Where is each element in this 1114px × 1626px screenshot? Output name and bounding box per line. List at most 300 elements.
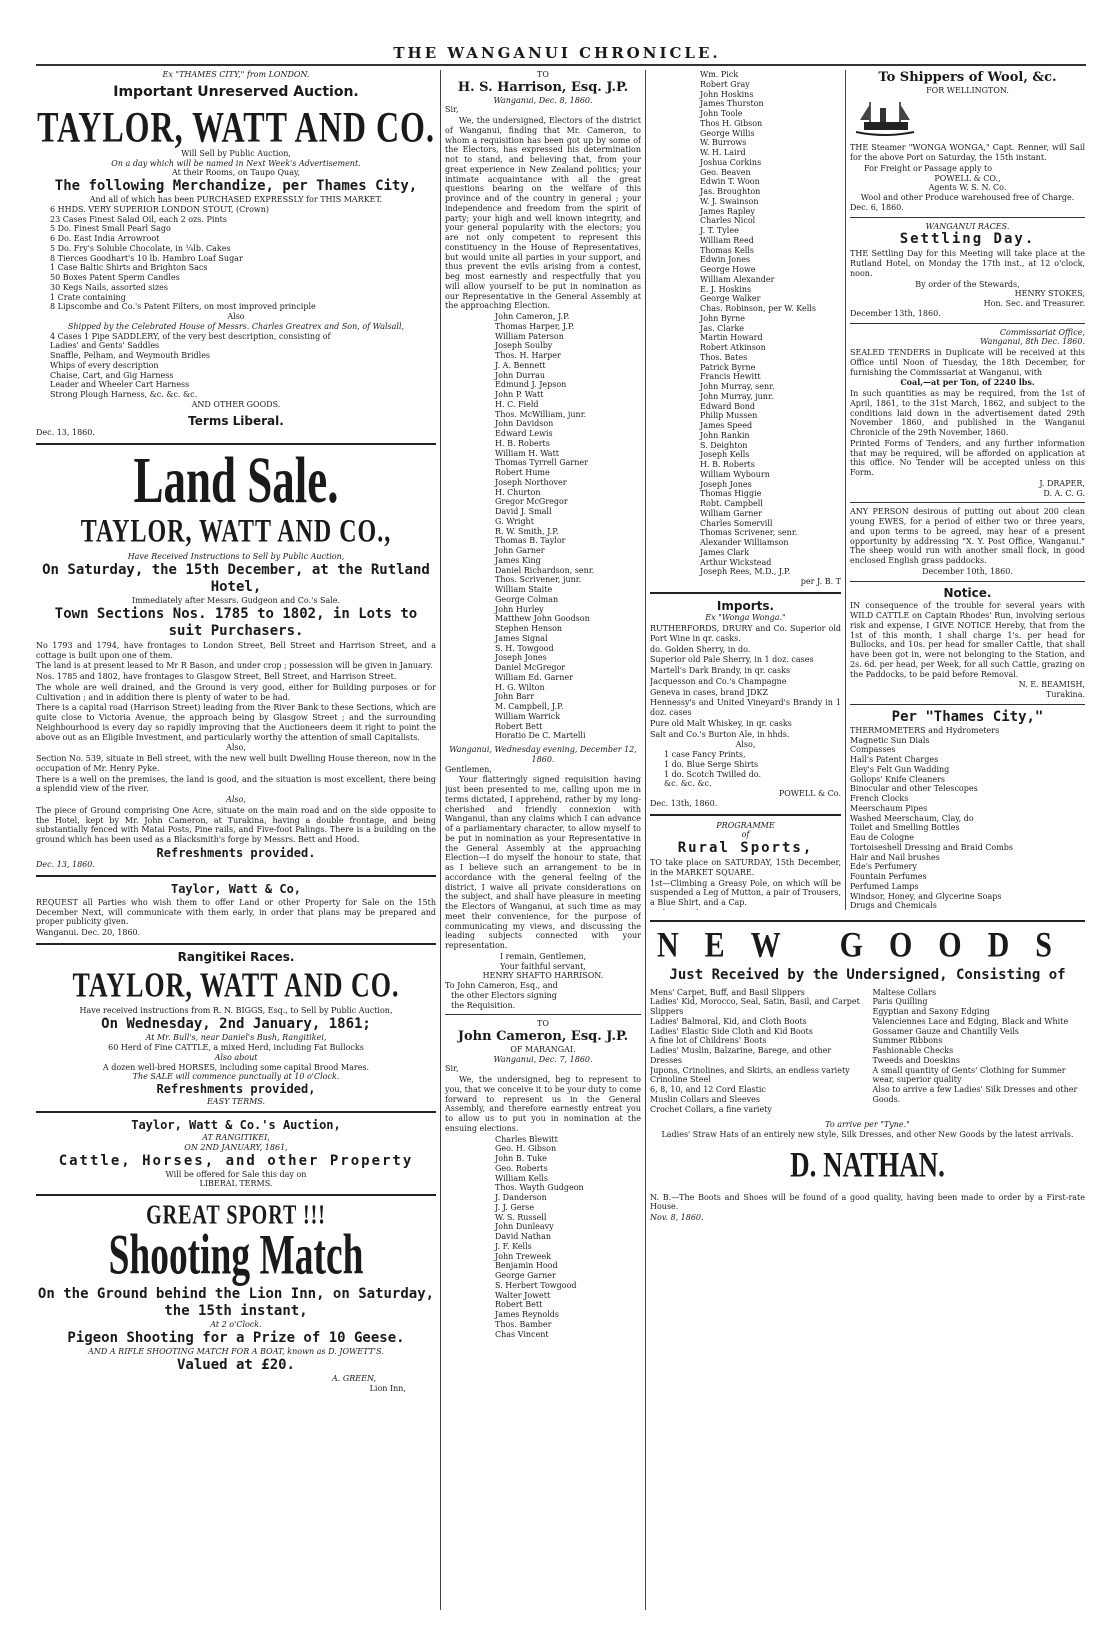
paragraph: SEALED TENDERS in Duplicate will be received at this Office until Noon of Tuesday, the 18th December, for furnishing the Commissariat at Wanganui, with	[850, 348, 1085, 377]
list-item: Jupons, Crinolines, and Skirts, an endless variety	[650, 1065, 850, 1075]
signatory-name: Jas. Clarke	[700, 323, 745, 333]
signatory-name: Charles Nicol	[700, 216, 756, 226]
signatory-name: George Walker	[700, 294, 761, 304]
shippers-ad	[850, 70, 1085, 213]
signatory-name: H. B. Roberts	[700, 460, 755, 469]
ad-heading: On the Ground behind the Lion Inn, on Saturday, the 15th instant,	[37, 1286, 435, 1320]
signature: POWELL & Co.	[778, 789, 841, 799]
paragraph: Section No. 539, situate in Bell street, with the new well built Dwelling House thereon, now in the occupation of Mr. Henry Pyke.	[36, 754, 436, 773]
list-item: Toilet and Smelling Bottles	[850, 823, 960, 833]
ad-title: Rangitikei Races.	[177, 949, 295, 964]
signatory-name: J. A. Bennett	[495, 360, 546, 370]
ad-heading: Pigeon Shooting for a Prize of 10 Geese.	[67, 1330, 405, 1347]
notice-ad	[850, 586, 1085, 700]
ad-line: TO	[537, 70, 549, 79]
goods-list	[650, 988, 863, 1115]
signatory-name: Joseph Northover	[495, 477, 567, 487]
ad-line: TO	[537, 1019, 549, 1029]
ad-heading: Cattle, Horses, and other Property	[58, 1152, 414, 1169]
list-item: Maltese Collars	[872, 987, 937, 997]
list-item: Strong Plough Harness, &c. &c. &c.	[50, 390, 198, 400]
signatory-name: Jas. Broughton	[700, 187, 761, 196]
signatory-name: James Clark	[700, 547, 750, 557]
signatories-list	[445, 1135, 641, 1340]
signatory-name: Joseph Jones	[700, 479, 752, 489]
paragraph: We, the undersigned, Electors of the district of Wanganui, finding that Mr. Cameron, to whom a requisition has been got up by some of the Electors, has expressed his determination not to stand, and believing that, from your great experience in New Zealand politics; your intimate acquaintance with all the great questions bearing on the welfare of this province and of the country in general ; your independence and freedom from the spirit of party; your high and well known integrity, and your general popularity with the electors; you are not only competent to represent this constituency in the House of Representatives, but would unite all parties in your support, and thus prevent the evils arising from a contest, beg most earnestly and respectfully that you will allow yourself to be put in nomination as our Representative in the General Assembly at the approaching Election.	[445, 116, 641, 311]
list-item: Ladies' Elastic Side Cloth and Kid Boots	[650, 1026, 813, 1036]
signatory-name: Robt. Campbell	[700, 499, 763, 508]
signature: J. DRAPER,	[1039, 478, 1085, 488]
list-item: Fountain Perfumes	[850, 872, 927, 882]
signatory-name: Charles Blewitt	[495, 1134, 558, 1144]
ad-line: D. A. C. G.	[1043, 488, 1085, 498]
list-item: Chaise, Cart, and Gig Harness	[50, 370, 174, 380]
signatory-name: John Rankin	[700, 430, 750, 440]
paragraph: Printed Forms of Tenders, and any further information that may be required, will be afforded on application at this office. No Tender will be accepted unless on this Form.	[850, 438, 1085, 478]
signatory-name: John Murray, junr.	[700, 391, 774, 401]
list-item: Superior old Pale Sherry, in 1 doz. cases	[650, 655, 814, 665]
signatory-name: J. Danderson	[495, 1193, 547, 1203]
signatory-name: John Toole	[700, 109, 743, 118]
signatory-name: Thos. Bates	[700, 352, 748, 362]
signatory-name: H. B. Roberts	[495, 438, 550, 448]
imports-ad	[650, 599, 841, 809]
ad-date: Dec. 13, 1860.	[36, 428, 95, 438]
list-item: Eley's Felt Gun Wadding	[850, 764, 950, 774]
ad-line: Agents W. S. N. Co.	[928, 183, 1007, 193]
ad-line: per J. B. T	[800, 577, 841, 586]
rural-sports-ad	[650, 821, 841, 910]
list-item: 23 Cases Finest Salad Oil, each 2 ozs. Pints	[50, 214, 227, 224]
ad-line: AND A RIFLE SHOOTING MATCH FOR A BOAT, known as D. JOWETT'S.	[88, 1347, 384, 1357]
signatory-name: H. C. Field	[495, 399, 539, 409]
paragraph: There is a capital road (Harrison Street) leading from the River Bank to these Sections, which are quite close to Victoria Avenue, the approach being by Glasgow Street ; and the surrounding Neighbourhood is every day so rapidly improving that the Auctioneers deem it right to point the above out as an Eligible Investment, and particularly worthy the attention of small Capitalists.	[36, 703, 436, 742]
ewes-ad	[850, 507, 1085, 576]
ad-line: At Mr. Bull's, near Daniel's Bush, Rangitikei,	[145, 1033, 327, 1043]
signatory-name: Geo. Beaven	[700, 167, 751, 177]
ad-line: LIBERAL TERMS.	[199, 1179, 273, 1189]
rangitikei-ad	[36, 950, 436, 1107]
thames-city-ad	[850, 709, 1085, 910]
signatory-name: Edwin T. Woon	[700, 177, 760, 187]
signatories-list	[650, 70, 841, 577]
ad-heading: Coal,—at per Ton, of 2240 lbs.	[900, 377, 1035, 388]
signatory-name: Thos H. Gibson	[700, 118, 763, 128]
ad-line: Your faithful servant,	[500, 961, 586, 971]
salutation: Gentlemen,	[445, 764, 492, 774]
ad-line: EASY TERMS.	[206, 1096, 266, 1106]
column-divider	[845, 70, 846, 910]
list-item: Tweeds and Doeskins	[872, 1055, 960, 1065]
signatory-name: Joseph Soulby	[495, 341, 553, 351]
signatory-name: Joseph Kells	[700, 450, 750, 460]
signatory-name: H. Churton	[495, 487, 541, 497]
signatory-name: J. T. Tylee	[700, 226, 739, 235]
column-4	[850, 70, 1085, 910]
signatory-name: John Davidson	[495, 419, 554, 429]
ad-kicker: WANGANUI RACES.	[925, 221, 1010, 231]
signatory-name: James Rapley	[700, 206, 755, 216]
ad-line: Have received instructions from R. N. BIGGS, Esq., to Sell by Public Auction,	[79, 1006, 393, 1016]
ad-line: Turakina.	[1046, 690, 1085, 700]
column-divider	[645, 70, 646, 1610]
signatory-name: Horatio De C. Martelli	[495, 731, 586, 741]
signatory-name: S. H. Towgood	[495, 643, 554, 653]
list-item: Martell's Dark Brandy, in qr. casks	[650, 666, 791, 676]
list-item: Ladies' Kid, Morocco, Seal, Satin, Basil, and Carpet Slippers	[650, 997, 860, 1017]
ad-line: Also about	[214, 1052, 258, 1062]
paragraph: In such quantities as may be required, from the 1st of April, 1861, to the 31st March, 1862, and subject to the conditions laid down in the advertisement dated 29th November 1860, and published in the Wanganui Chronicle of the 29th November, 1860.	[850, 389, 1085, 438]
signatory-name: Thomas B. Taylor	[495, 536, 566, 546]
signatory-name: Edwin Jones	[700, 255, 751, 265]
signatory-name: Alexander Williamson	[700, 538, 789, 547]
list-item: Hair and Nail brushes	[850, 852, 940, 862]
list-item: A small quantity of Gents' Clothing for Summer wear, superior quality	[872, 1065, 1066, 1085]
ad-title: To Shippers of Wool, &c.	[878, 70, 1057, 85]
signatory-name: George Garner	[495, 1271, 556, 1281]
letter-date: Wanganui, Dec. 7, 1860.	[493, 1054, 593, 1064]
signatory-name: Joshua Corkins	[700, 157, 762, 167]
signatory-name: S. Herbert Towgood	[495, 1280, 577, 1290]
list-item: Compasses	[850, 745, 896, 755]
signatory-name: Thomas Harper, J.P.	[495, 321, 575, 331]
ad-line: FOR WELLINGTON.	[926, 85, 1009, 95]
signatory-name: John Cameron, J.P.	[495, 312, 570, 322]
ad-line: ON 2ND JANUARY, 1861,	[184, 1142, 288, 1152]
ad-line: The SALE will commence punctually at 10 o'Clock.	[132, 1072, 340, 1082]
masthead-rule	[36, 64, 1086, 66]
signatory-name: Thos. Scrivener, junr.	[495, 575, 582, 585]
signatory-name: George Willis	[700, 128, 755, 138]
list-item: Ladies' and Gents' Saddles	[50, 341, 160, 351]
signatory-name: James Speed	[700, 421, 753, 430]
signatory-name: James Reynolds	[495, 1310, 559, 1320]
sale-date-heading: On Saturday, the 15th December, at the Rutland Hotel,	[42, 561, 430, 595]
ad-line: For Freight or Passage apply to	[864, 163, 993, 173]
list-item: 1 Case Baltic Shirts and Brighton Sacs	[50, 263, 208, 273]
merch-list	[36, 205, 436, 312]
ad-line: of	[741, 830, 750, 840]
signatory-name: Charles Somervill	[700, 518, 773, 528]
signatory-name: W. S. Russell	[495, 1212, 547, 1222]
list-item: Ede's Perfumery	[850, 862, 917, 872]
list-item: 1 do. Scotch Twilled do.	[664, 769, 761, 779]
ad-date: Wanganui, 8th Dec. 1860.	[980, 337, 1085, 347]
merchandize-heading: The following Merchandize, per Thames City,	[54, 178, 418, 195]
ad-kicker: Ex "THAMES CITY," from LONDON.	[162, 70, 310, 79]
signatory-name: R. W. Smith, J.P.	[495, 526, 559, 536]
list-item: RUTHERFORDS, DRURY and Co. Superior old Port Wine in qr. casks.	[650, 624, 841, 643]
list-item: 6 HHDS. VERY SUPERIOR LONDON STOUT, (Crown)	[50, 204, 270, 214]
signatory-name: H. G. Wilton	[495, 682, 545, 692]
signatory-name: Stephen Henson	[495, 624, 563, 634]
list-item: Crochet Collars, a fine variety	[650, 1104, 772, 1114]
list-item: Magnetic Sun Dials	[850, 735, 930, 745]
goods-list	[873, 988, 1086, 1115]
auction-ad	[36, 70, 436, 438]
signatory-name: W. Burrows	[700, 138, 747, 148]
signatory-name: M. Campbell, J.P.	[495, 702, 564, 712]
signatory-name: William Kells	[495, 1173, 548, 1183]
land-sale-ad	[36, 443, 436, 870]
ad-line: And all of which has been PURCHASED EXPRESSLY for THIS MARKET.	[89, 195, 383, 205]
signatory-name: John Hoskins	[700, 89, 754, 99]
ad-line: Hon. Sec. and Treasurer.	[983, 299, 1085, 309]
list-item: Drugs and Chemicals	[850, 901, 937, 910]
ad-date: Dec. 13th, 1860.	[650, 798, 718, 808]
signatory-name: William Ed. Garner	[495, 672, 573, 682]
ad-line: On a day which will be named in Next Week's Advertisement.	[111, 158, 361, 168]
goods-list	[850, 726, 1085, 910]
signatory-name: John Barr	[495, 692, 535, 702]
signatory-name: Edward Lewis	[495, 429, 553, 439]
signature: N. E. BEAMISH,	[1018, 680, 1085, 690]
ad-line: Shipped by the Celebrated House of Messrs. Charles Greatrex and Son, of Walsall,	[67, 321, 405, 331]
paragraph: N. B.—The Boots and Shoes will be found of a good quality, having been made to order by a First-rate House.	[650, 1192, 1085, 1212]
refreshments-heading: Refreshments provided,	[156, 1082, 316, 1097]
signatory-name: George Howe	[700, 265, 756, 274]
list-item: THERMOMETERS and Hydrometers	[850, 725, 1000, 735]
list-item: Hennessy's and United Vineyard's Brandy in 1 doz. cases	[650, 698, 841, 718]
list-item: 50 Boxes Patent Sperm Candles	[50, 273, 180, 283]
signatory-name: Thomas Scrivener, senr.	[700, 528, 798, 538]
ad-line: Also,	[226, 743, 246, 753]
signatory-name: Walter Jowett	[495, 1290, 551, 1300]
list-item: Binocular and other Telescopes	[850, 784, 978, 794]
signatory-name: Edward Bond	[700, 401, 756, 411]
ad-line: OF MARANGAI.	[510, 1044, 576, 1054]
ad-date: Nov. 8, 1860.	[650, 1213, 704, 1223]
signatory-name: William Paterson	[495, 331, 564, 341]
list-item: Pure old Malt Whiskey, in qr. casks	[650, 718, 792, 728]
ad-line: Wool and other Produce warehoused free of Charge.	[860, 193, 1075, 203]
list-item: 1 do. Blue Serge Shirts	[664, 759, 759, 769]
paragraph: THE Settling Day for this Meeting will take place at the Rutland Hotel, on Monday the 17th inst., at 12 o'clock, noon.	[850, 249, 1085, 278]
paragraph: We, the undersigned, beg to represent to you, that we conceive it to be your duty to come forward to represent us in the General Assembly, and therefore earnestly entreat you to allow us to put you in nomination at the ensuing elections.	[445, 1075, 641, 1133]
list-item: Windsor, Honey, and Glycerine Soaps	[850, 891, 1002, 901]
list-item: Tortoiseshell Dressing and Braid Combs	[850, 842, 1014, 852]
commissariat-ad	[850, 328, 1085, 499]
list-item: 5 Do. Fry's Soluble Chocolate, in ¼lb. Cakes	[50, 243, 231, 253]
paragraph: The land is at present leased to Mr R Bason, and under crop ; possession will be given in January.	[36, 661, 433, 671]
signatory-name: Arthur Wickstead	[700, 557, 772, 567]
sale-date-heading: On Wednesday, 2nd January, 1861;	[101, 1016, 371, 1033]
ad-line: To John Cameron, Esq., and	[445, 981, 558, 991]
list-item: 5 Do. Finest Small Pearl Sago	[50, 224, 171, 234]
paragraph: Ladies' Straw Hats of an entirely new style, Silk Dresses, and other New Goods by the latest arrivals.	[661, 1130, 1074, 1140]
signatory-name: William Warrick	[495, 711, 561, 721]
ad-date: December 13th, 1860.	[850, 308, 941, 318]
signatory-name: William Wybourn	[700, 469, 770, 479]
shooting-match-ad	[36, 1202, 436, 1393]
settling-day-ad	[850, 222, 1085, 319]
list-item: 8 Tierces Goodhart's 10 lb. Hambro Loaf Sugar	[50, 253, 243, 263]
letter-title: John Cameron, Esq. J.P.	[457, 1029, 629, 1045]
refreshments-heading: Refreshments provided.	[156, 845, 316, 860]
firm-name: TAYLOR, WATT AND CO.	[72, 965, 400, 1005]
ad-line: To arrive per "Tyne."	[825, 1120, 910, 1130]
list-item: Whips of every description	[50, 360, 159, 370]
list-item	[650, 909, 841, 910]
signatory-name: W. J. Swainson	[700, 196, 759, 206]
signatory-name: Geo. H. Gibson	[495, 1144, 557, 1154]
ad-line: Ex "Wonga Wonga."	[705, 613, 786, 623]
list-item: 30 Kegs Nails, assorted sizes	[50, 282, 169, 292]
signatory-name: Benjamin Hood	[495, 1261, 558, 1271]
signatory-name: Thos. McWilliam, junr.	[495, 409, 587, 419]
shooting-match-title: Shooting Match	[108, 1224, 364, 1287]
signatory-name: W. H. Laird	[700, 148, 746, 157]
signatory-name: James Signal	[495, 633, 548, 643]
signatory-name: John Durrau	[495, 370, 546, 380]
signature: HENRY STOKES,	[1014, 289, 1085, 299]
paragraph: The piece of Ground comprising One Acre, situate on the main road and on the side opposite to the Hotel, kept by Mr. John Cameron, at Turakina, having a double frontage, and being substantially fenced with Matai Posts, Pine rails, and Five-foot Palings. There is a building on the ground which has been used as a Blacksmith's forge by Messrs. Bett and Hood.	[36, 805, 436, 845]
signatory-name: George Colman	[495, 594, 559, 604]
ad-title: Important Unreserved Auction.	[113, 83, 359, 100]
ad-line: Lion Inn,	[369, 1383, 406, 1393]
list-item: Meerschaum Pipes	[850, 803, 928, 813]
ad-title: Rural Sports,	[677, 840, 814, 857]
signatory-name: David J. Small	[495, 507, 552, 517]
list-item: French Clocks	[850, 794, 909, 804]
signatory-name: S. Deighton	[700, 440, 748, 450]
signatory-name: Francis Hewitt	[700, 372, 761, 382]
list-item: Ladies' Balmoral, Kid, and Cloth Boots	[650, 1016, 807, 1026]
ad-title: Notice.	[943, 585, 992, 600]
ad-line: At 2 o'Clock.	[210, 1320, 262, 1330]
list-item: &c. &c. &c.	[664, 779, 712, 789]
masthead: THE WANGANUI CHRONICLE.	[393, 44, 721, 62]
signatories-list	[445, 312, 641, 741]
ad-line: 60 Herd of Fine CATTLE, a mixed Herd, including Fat Bullocks	[108, 1043, 364, 1053]
list-item: Ladies' Muslin, Balzarine, Barege, and other Dresses	[650, 1046, 832, 1065]
steamship-icon	[850, 98, 920, 138]
signatory-name: Robert Bett	[495, 721, 543, 731]
list-item: 6, 8, 10, and 12 Cord Elastic	[650, 1085, 766, 1095]
ad-title: Imports.	[716, 598, 775, 613]
letter-title: H. S. Harrison, Esq. J.P.	[457, 79, 629, 95]
ad-line: AND OTHER GOODS.	[191, 399, 281, 409]
ad-line: I remain, Gentlemen,	[499, 951, 587, 961]
list-item: Leader and Wheeler Cart Harness	[50, 380, 190, 390]
signatory-name: Geo. Roberts	[495, 1163, 548, 1173]
signatory-name: Robert Atkinson	[700, 343, 766, 352]
ad-line: By order of the Stewards,	[915, 279, 1020, 289]
firm-name: TAYLOR, WATT AND CO.,	[80, 514, 392, 550]
letter-date: Wanganui, Wednesday evening, December 12, 1860.	[449, 745, 637, 764]
auction-rangitikei-ad	[36, 1118, 436, 1189]
land-sale-title: Land Sale.	[133, 443, 339, 517]
new-goods-title: NEW GOODS	[657, 925, 1078, 966]
signatory-name: Martin Howard	[700, 333, 763, 343]
signatory-name: William H. Watt	[495, 448, 560, 458]
ad-heading: Valued at £20.	[176, 1356, 295, 1373]
list-item: Snaffle, Pelham, and Weymouth Bridles	[50, 351, 211, 361]
list-item: do. Golden Sherry, in do.	[650, 644, 751, 654]
ad-line: Commissariat Office,	[999, 327, 1085, 337]
list-item: Washed Meerschaum, Clay, do	[850, 813, 974, 823]
list-item: Egyptian and Saxony Edging	[872, 1007, 990, 1017]
signature: POWELL & CO.,	[934, 173, 1001, 183]
signatory-name: Chas Vincent	[495, 1329, 549, 1339]
signatory-name: John Byrne	[700, 313, 745, 323]
firm-name: TAYLOR, WATT AND CO.	[37, 102, 435, 151]
new-goods-ad	[650, 920, 1085, 1600]
signatory-name: Robert Hume	[495, 468, 550, 478]
list-item: Salt and Co.'s Burton Ale, in hhds.	[650, 729, 790, 739]
column-1	[36, 70, 436, 1616]
ad-kicker: GREAT SPORT !!!	[146, 1200, 326, 1231]
ad-line: Immediately after Messrs. Gudgeon and Co.'s Sale.	[131, 595, 341, 605]
ad-line: Will Sell by Public Auction,	[181, 148, 291, 158]
ad-date: Dec. 6, 1860.	[850, 202, 904, 212]
signature: A. GREEN,	[332, 1373, 376, 1383]
signatory-name: John Treweek	[495, 1251, 551, 1261]
ad-line: A dozen well-bred HORSES, including some capital Brood Mares.	[102, 1062, 370, 1072]
signatory-name: James King	[495, 555, 541, 565]
column-2	[445, 70, 641, 1616]
ad-title: Taylor, Watt & Co.'s Auction,	[131, 1118, 341, 1133]
ad-line: Also,	[226, 795, 246, 805]
merchant-name: D. NATHAN.	[790, 1145, 945, 1186]
town-sections-heading: Town Sections Nos. 1785 to 1802, in Lots to suit Purchasers.	[54, 605, 418, 639]
ad-line: At their Rooms, on Taupo Quay,	[172, 168, 300, 178]
paragraph: The whole are well drained, and the Ground is very good, either for Building purposes or for Cultivation ; and in addition there is plenty of water to be had.	[36, 682, 436, 702]
list-item: Eau de Cologne	[850, 833, 915, 843]
ad-line: the other Electors signing	[451, 990, 557, 1000]
signatory-name: Robert Bett	[495, 1300, 543, 1310]
terms-heading: Terms Liberal.	[188, 413, 284, 428]
ad-line: Will be offered for Sale this day on	[165, 1169, 307, 1179]
list-item: 4 Cases 1 Pipe SADDLERY, of the very best description, consisting of	[50, 331, 331, 341]
signatory-name: William Reed	[700, 235, 754, 245]
signatory-name: John Garner	[495, 546, 545, 556]
salutation: Sir,	[445, 1064, 459, 1074]
request-ad	[36, 882, 436, 938]
ad-heading: Just Received by the Undersigned, Consisting of	[669, 966, 1066, 983]
signatory-name: Thos. Bamber	[495, 1319, 552, 1329]
list-item: 1 Crate containing	[50, 292, 126, 302]
signatory-name: John Murray, senr.	[700, 382, 775, 391]
list-item: Valenciennes Lace and Edging, Black and White	[872, 1016, 1069, 1026]
list-item: Geneva in cases, brand JDKZ	[650, 687, 769, 697]
ad-line: the Requisition.	[451, 1000, 516, 1010]
column-divider	[440, 70, 441, 1610]
signatory-name: William Alexander	[700, 274, 775, 284]
list-item: Perfumed Lamps	[850, 881, 919, 891]
signatory-name: Thos. Wayth Gudgeon	[495, 1183, 584, 1193]
ad-line: Have Received Instructions to Sell by Public Auction,	[127, 552, 345, 562]
paragraph: TO take place on SATURDAY, 15th December, in the MARKET SQUARE.	[650, 858, 841, 877]
list-item: Gollops' Knife Cleaners	[850, 774, 946, 784]
signatory-name: J. J. Gerse	[495, 1202, 535, 1212]
column-3	[650, 70, 841, 910]
signatory-name: E. J. Hoskins	[700, 284, 752, 294]
signatory-name: John Hurley	[495, 604, 544, 614]
list-item: 6 Do. East India Arrowroot	[50, 234, 160, 244]
letter-date: Wanganui, Dec. 8, 1860.	[493, 95, 593, 105]
paragraph: No 1793 and 1794, have frontages to London Street, Bell Street and Harrison Street, and a cottage is built upon one of them.	[36, 640, 436, 660]
list-item: Muslin Collars and Sleeves	[650, 1094, 761, 1104]
list-item: Hall's Patent Charges	[850, 755, 939, 765]
signatory-name: Thomas Tyrrell Garner	[495, 458, 588, 468]
list-item: Fashionable Checks	[872, 1046, 954, 1056]
signatory-name: Matthew John Goodson	[495, 614, 590, 624]
signatory-name: J. F. Kells	[495, 1241, 532, 1251]
signatory-name: Wm. Pick	[700, 70, 739, 79]
signatory-name: William Staite	[495, 585, 553, 595]
signatory-name: Gregor McGregor	[495, 497, 568, 507]
